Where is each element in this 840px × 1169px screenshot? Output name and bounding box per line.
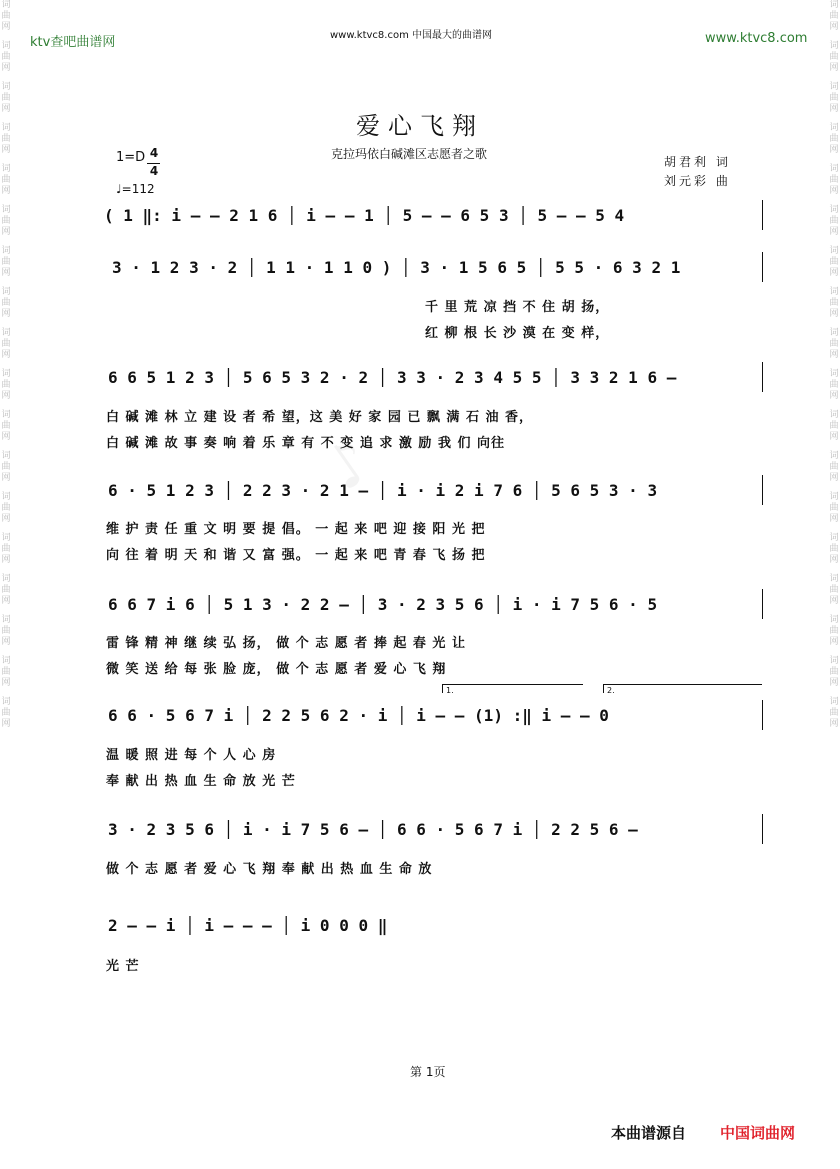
side-watermark-text: 词 曲 网 [829, 246, 839, 278]
notation-line-3: 6 6 5 1 2 3 │ 5 6 5 3 2 · 2 │ 3 3 · 2 3 4 5 5 │ 3 3 2 1 6 – [108, 368, 677, 387]
side-watermark-text: 词 曲 网 [829, 656, 839, 688]
side-watermark-text: 词 曲 网 [1, 369, 11, 401]
side-watermark-text: 词 曲 网 [829, 369, 839, 401]
tempo-marking: ♩=112 [116, 182, 155, 196]
song-title: 爱心飞翔 [356, 112, 484, 140]
notation-line-7: 3 · 2 3 5 6 │ i · i 7 5 6 – │ 6 6 · 5 6 7 i │ 2 2 5 6 – [108, 820, 638, 839]
lyric-line-4-verse-2: 向 往 着 明 天 和 谐 又 富 强。 一 起 来 吧 青 春 飞 扬 把 [106, 548, 486, 563]
side-watermark-text: 词 曲 网 [829, 164, 839, 196]
side-watermark-text: 词 曲 网 [1, 410, 11, 442]
system-end-bar [762, 700, 763, 730]
notation-line-5: 6 6 7 i 6 │ 5 1 3 · 2 2 – │ 3 · 2 3 5 6 │ i · i 7 5 6 · 5 [108, 595, 658, 614]
side-watermark-text: 词 曲 网 [829, 41, 839, 73]
lyric-line-2-verse-2: 红 柳 根 长 沙 漠 在 变 样， [425, 326, 610, 341]
system-end-bar [762, 589, 763, 619]
side-watermark-text: 词 曲 网 [1, 533, 11, 565]
notation-line-4: 6 · 5 1 2 3 │ 2 2 3 · 2 1 – │ i · i 2 i 7 6 │ 5 6 5 3 · 3 [108, 481, 658, 500]
system-end-bar [762, 362, 763, 392]
side-watermark-text: 词 曲 网 [1, 697, 11, 729]
header-tagline: www.ktvc8.com 中国最大的曲谱网 [330, 30, 493, 41]
side-watermark-text: 词 曲 网 [829, 123, 839, 155]
side-watermark-text: 词 曲 网 [829, 205, 839, 237]
side-watermark-text: 词 曲 网 [1, 328, 11, 360]
time-signature-top: 4 [149, 146, 159, 160]
side-watermark-text: 词 曲 网 [829, 533, 839, 565]
side-watermark-text: 词 曲 网 [829, 451, 839, 483]
side-watermark-text: 词 曲 网 [1, 82, 11, 114]
side-watermark-text: 词 曲 网 [1, 164, 11, 196]
first-ending-bracket: 1. [442, 684, 583, 693]
side-watermark-text: 词 曲 网 [1, 205, 11, 237]
key-signature: 1=D [116, 150, 146, 165]
background-watermark-logo: ♪ [313, 425, 385, 505]
lyricist-credit: 胡君利 词 [664, 155, 731, 169]
notation-line-8: 2 – – i │ i – – – │ i 0 0 0 ‖ [108, 916, 388, 935]
notation-line-2: 3 · 1 2 3 · 2 │ 1 1 · 1 1 0 ) │ 3 · 1 5 6 5 │ 5 5 · 6 3 2 1 [112, 258, 681, 277]
lyric-line-6-verse-2: 奉 献 出 热 血 生 命 放 光 芒 [106, 774, 296, 789]
system-end-bar [762, 475, 763, 505]
side-watermark-text: 词 曲 网 [829, 574, 839, 606]
notation-line-6: 6 6 · 5 6 7 i │ 2 2 5 6 2 · i │ i – – (1) :‖ i – – 0 [108, 706, 609, 725]
side-watermark-text: 词 曲 网 [1, 656, 11, 688]
side-watermark-text: 词 曲 网 [1, 246, 11, 278]
header-site-url[interactable]: www.ktvc8.com [705, 31, 808, 46]
source-brand-link[interactable]: 中国词曲网 [720, 1124, 796, 1142]
system-end-bar [762, 252, 763, 282]
time-signature-bottom: 4 [149, 164, 159, 178]
song-subtitle: 克拉玛依白碱滩区志愿者之歌 [331, 147, 488, 161]
composer-credit: 刘元彩 曲 [664, 174, 731, 188]
side-watermark-text: 词 曲 网 [829, 287, 839, 319]
lyric-line-3-verse-2: 白 碱 滩 故 事 奏 响 着 乐 章 有 不 变 追 求 激 励 我 们 向往 [106, 436, 505, 451]
side-watermark-text: 词 曲 网 [1, 287, 11, 319]
page-number: 第 1页 [410, 1065, 446, 1079]
side-watermark-text: 词 曲 网 [829, 82, 839, 114]
side-watermark-text: 词 曲 网 [829, 328, 839, 360]
notation-line-1: ( 1 ‖: i – – 2 1 6 │ i – – 1 │ 5 – – 6 5 3 │ 5 – – 5 4 [104, 206, 625, 225]
side-watermark-text: 词 曲 网 [829, 410, 839, 442]
side-watermark-text: 词 曲 网 [1, 41, 11, 73]
side-watermark-text: 词 曲 网 [1, 451, 11, 483]
lyric-line-5-verse-2: 微 笑 送 给 每 张 脸 庞， 做 个 志 愿 者 爱 心 飞 翔 [106, 662, 447, 677]
lyric-line-5-verse-1: 雷 锋 精 神 继 续 弘 扬， 做 个 志 愿 者 捧 起 春 光 让 [106, 636, 466, 651]
side-watermark-text: 词 曲 网 [1, 123, 11, 155]
left-side-watermark [0, 0, 12, 1169]
lyric-line-2-verse-1: 千 里 荒 凉 挡 不 住 胡 扬， [425, 300, 610, 315]
lyric-line-8: 光 芒 [106, 959, 140, 974]
lyric-line-7: 做 个 志 愿 者 爱 心 飞 翔 奉 献 出 热 血 生 命 放 [106, 862, 433, 877]
lyric-line-4-verse-1: 维 护 责 任 重 文 明 要 提 倡。 一 起 来 吧 迎 接 阳 光 把 [106, 522, 486, 537]
source-label: 本曲谱源自 [611, 1124, 687, 1142]
side-watermark-text: 词 曲 网 [1, 492, 11, 524]
second-ending-bracket: 2. [603, 684, 762, 693]
right-side-watermark [828, 0, 840, 1169]
lyric-line-3-verse-1: 白 碱 滩 林 立 建 设 者 希 望，这 美 好 家 园 已 飘 满 石 油 香， [106, 410, 533, 425]
side-watermark-text: 词 曲 网 [829, 492, 839, 524]
side-watermark-text: 词 曲 网 [1, 0, 11, 32]
system-end-bar [762, 200, 763, 230]
lyric-line-6-verse-1: 温 暖 照 进 每 个 人 心 房 [106, 748, 277, 763]
side-watermark-text: 词 曲 网 [829, 615, 839, 647]
side-watermark-text: 词 曲 网 [829, 0, 839, 32]
side-watermark-text: 词 曲 网 [829, 697, 839, 729]
side-watermark-text: 词 曲 网 [1, 615, 11, 647]
system-end-bar [762, 814, 763, 844]
side-watermark-text: 词 曲 网 [1, 574, 11, 606]
header-site-name[interactable]: ktv查吧曲谱网 [30, 35, 116, 50]
